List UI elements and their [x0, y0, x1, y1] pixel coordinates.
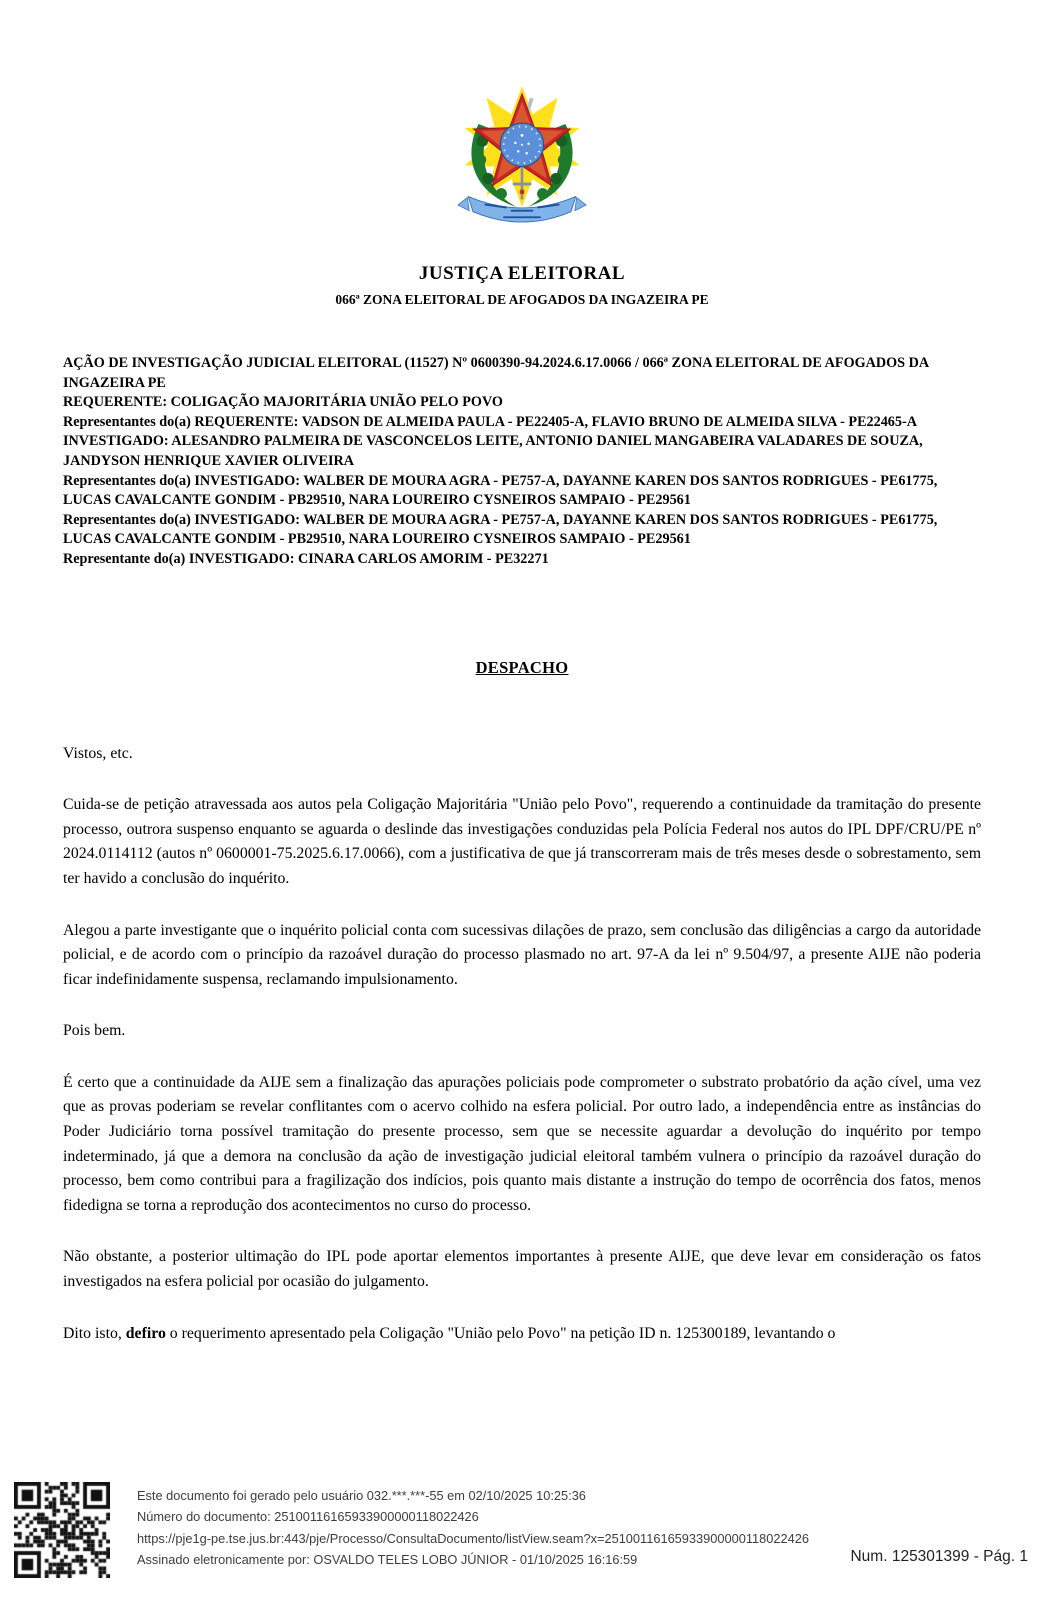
body-paragraph-4: É certo que a continuidade da AIJE sem a finalização das apurações policiais pode comprometer o substrato probatório da ação cível, uma vez que as provas poderiam se revelar conflitantes com o acervo colhido na esfera policial. Por outro lado, a independência entre as instâncias do Poder Judiciário torna possível tramitação do presente processo, sem que se necessite aguardar a devolução do inquérito por tempo indeterminado, já que a demora na conclusão da ação de investigação judicial eleitoral também vulnera o princípio da razoável duração do processo, bem como contribui para a fragilização dos indícios, pois quanto mais distante a instrução do tempo de ocorrência dos fatos, menos fidedigna se torna a reprodução dos acontecimentos no curso do processo. [63, 1073, 981, 1214]
despacho-heading: DESPACHO [475, 657, 569, 677]
document-number-line: Número do documento: 25100116165933900000118022426 [137, 1509, 479, 1525]
case-number-line: AÇÃO DE INVESTIGAÇÃO JUDICIAL ELEITORAL (11527) Nº 0600390-94.2024.6.17.0066 / 066ª ZONA ELEITORAL DE AFOGADOS DA INGAZEIRA PE [63, 355, 929, 391]
decision-body [63, 742, 981, 1347]
decision-prefix: Dito isto, [63, 1324, 126, 1342]
document-header [0, 263, 1044, 308]
emblem-wrap [0, 0, 1044, 235]
requerente-representatives-line: Representantes do(a) REQUERENTE: VADSON DE ALMEIDA PAULA - PE22405-A, FLAVIO BRUNO DE ALMEIDA SILVA - PE22465-A [63, 413, 917, 430]
investigado-representatives-line-2: Representantes do(a) INVESTIGADO: WALBER DE MOURA AGRA - PE757-A, DAYANNE KAREN DOS SANTOS RODRIGUES - PE61775, LUCAS CAVALCANTE GONDIM - PB29510, NARA LOUREIRO CYSNEIROS SAMPAIO - PE29561 [63, 511, 938, 548]
signed-by-line: Assinado eletronicamente por: OSVALDO TELES LOBO JÚNIOR - 01/10/2025 16:16:59 [137, 1552, 638, 1568]
investigado-representative-line-3: Representante do(a) INVESTIGADO: CINARA CARLOS AMORIM - PE32271 [63, 550, 549, 567]
decision-suffix: o requerimento apresentado pela Coligação "União pelo Povo" na petição ID n. 125300189, levantando o [165, 1324, 836, 1342]
qr-code [14, 1482, 110, 1578]
body-paragraph-2: Alegou a parte investigante que o inquérito policial conta com sucessivas dilações de prazo, sem conclusão das diligências a cargo da autoridade policial, e de acordo com o princípio da razoável duração do processo plasmado no art. 97-A da lei nº 9.504/97, a presente AIJE não poderia ficar indefinidamente suspensa, reclamando impulsionamento. [63, 921, 981, 988]
brazil-coat-of-arms-icon [456, 84, 588, 230]
electoral-zone-subtitle: 066ª ZONA ELEITORAL DE AFOGADOS DA INGAZEIRA PE [335, 292, 709, 307]
body-paragraph-1: Cuida-se de petição atravessada aos autos pela Coligação Majoritária "União pelo Povo", requerendo a continuidade da tramitação do presente processo, outrora suspenso enquanto se aguarda o deslinde das investigações conduzidas pela Polícia Federal nos autos do IPL DPF/CRU/PE nº 2024.0114112 (autos nº 0600001-75.2025.6.17.0066), com a justificativa de que já transcorreram mais de três meses desde o sobrestamento, sem ter havido a conclusão do inquérito. [63, 796, 981, 887]
investigado-representatives-line-1: Representantes do(a) INVESTIGADO: WALBER DE MOURA AGRA - PE757-A, DAYANNE KAREN DOS SANTOS RODRIGUES - PE61775, LUCAS CAVALCANTE GONDIM - PB29510, NARA LOUREIRO CYSNEIROS SAMPAIO - PE29561 [63, 472, 938, 509]
investigado-line: INVESTIGADO: ALESANDRO PALMEIRA DE VASCONCELOS LEITE, ANTONIO DANIEL MANGABEIRA VALADARES DE SOUZA, JANDYSON HENRIQUE XAVIER OLIVEIRA [63, 433, 923, 469]
body-paragraph-pois-bem: Pois bem. [63, 1022, 126, 1040]
footer-metadata [137, 1482, 809, 1571]
body-paragraph-vistos: Vistos, etc. [63, 744, 133, 762]
decision-defiro-word: defiro [125, 1324, 166, 1342]
generated-by-line: Este documento foi gerado pelo usuário 032.***.***-55 em 02/10/2025 10:25:36 [137, 1488, 586, 1503]
verification-url-link[interactable]: https://pje1g-pe.tse.jus.br:443/pje/Processo/ConsultaDocumento/listView.seam?x=25100116165933900000118022426 [137, 1530, 809, 1546]
page-number-ref: Num. 125301399 - Pág. 1 [850, 1548, 1028, 1565]
requerente-line: REQUERENTE: COLIGAÇÃO MAJORITÁRIA UNIÃO PELO POVO [63, 394, 503, 411]
court-title: JUSTIÇA ELEITORAL [418, 263, 626, 284]
document-footer [14, 1482, 809, 1578]
body-paragraph-5: Não obstante, a posterior ultimação do IPL pode aportar elementos importantes à presente AIJE, que deve levar em consideração os fatos investigados na esfera policial por ocasião do julgamento. [63, 1248, 981, 1291]
case-parties-block [63, 354, 981, 570]
qr-code-canvas [14, 1482, 110, 1578]
body-paragraph-decision [63, 1322, 981, 1347]
